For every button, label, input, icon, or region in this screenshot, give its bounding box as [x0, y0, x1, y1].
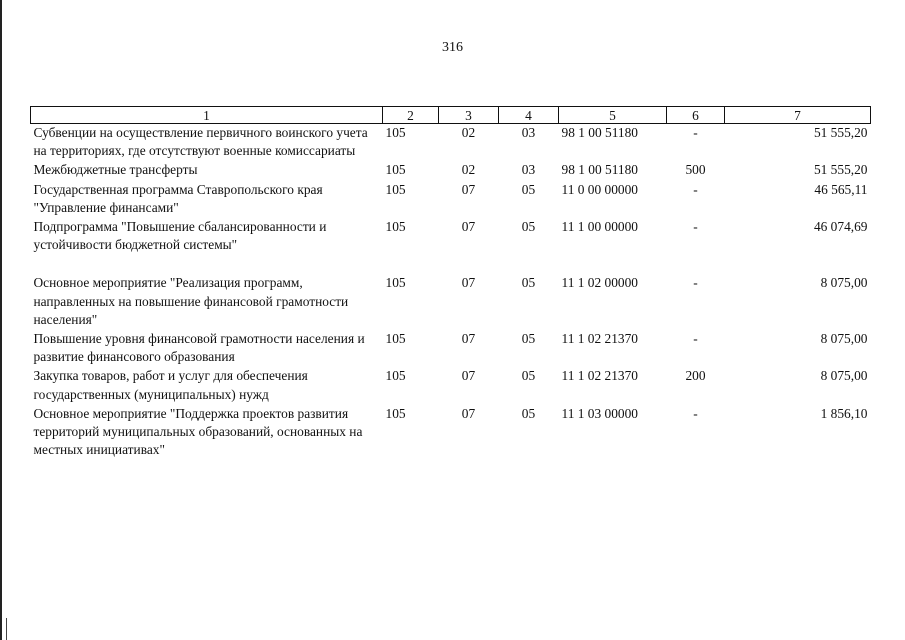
- row-subsection: 05: [521, 405, 536, 421]
- row-amount: 8 075,00: [820, 275, 868, 291]
- row-name: Основное мероприятие "Реализация программ, направленных на повышение финансовой грамотности населения": [33, 275, 349, 327]
- row-code: 105: [385, 275, 406, 291]
- column-header-2: 2: [383, 107, 439, 124]
- column-header-3: 3: [439, 107, 499, 124]
- column-header-1: 1: [31, 107, 383, 124]
- page-edge-mark: [6, 618, 7, 640]
- row-name: Подпрограмма "Повышение сбалансированности и устойчивости бюджетной системы": [33, 219, 327, 253]
- row-code: 105: [385, 162, 406, 178]
- table-row: [31, 161, 871, 180]
- row-section: 07: [461, 405, 476, 421]
- table-row: [31, 218, 871, 274]
- row-code: 105: [385, 181, 406, 197]
- row-name: Повышение уровня финансовой грамотности населения и развитие финансового образования: [33, 331, 365, 365]
- row-code: 105: [385, 331, 406, 347]
- row-section: 07: [461, 331, 476, 347]
- row-expense-type: -: [693, 275, 698, 291]
- row-target-code: 11 1 02 21370: [561, 368, 638, 384]
- row-target-code: 11 1 03 00000: [561, 405, 638, 421]
- column-header-7: 7: [725, 107, 871, 124]
- row-section: 07: [461, 219, 476, 235]
- row-subsection: 05: [521, 275, 536, 291]
- row-subsection: 05: [521, 219, 536, 235]
- row-expense-type: -: [693, 405, 698, 421]
- row-target-code: 11 1 02 00000: [561, 275, 638, 291]
- column-header-6: 6: [667, 107, 725, 124]
- row-target-code: 11 0 00 00000: [561, 181, 638, 197]
- table-row: [31, 274, 871, 330]
- row-amount: 1 856,10: [820, 405, 868, 421]
- row-amount: 8 075,00: [820, 368, 868, 384]
- table-row: [31, 405, 871, 461]
- row-expense-type: 500: [685, 162, 706, 178]
- row-target-code: 11 1 00 00000: [561, 219, 638, 235]
- row-target-code: 98 1 00 51180: [561, 125, 638, 140]
- row-subsection: 05: [521, 331, 536, 347]
- row-code: 105: [385, 405, 406, 421]
- row-subsection: 05: [521, 368, 536, 384]
- row-amount: 46 565,11: [814, 181, 868, 197]
- column-header-5: 5: [559, 107, 667, 124]
- row-subsection: 05: [521, 181, 536, 197]
- row-code: 105: [385, 219, 406, 235]
- row-expense-type: -: [693, 331, 698, 347]
- row-code: 105: [385, 125, 406, 140]
- table-row: [31, 367, 871, 404]
- table-row: [31, 124, 871, 162]
- row-target-code: 98 1 00 51180: [561, 162, 638, 178]
- row-expense-type: -: [693, 125, 698, 140]
- row-section: 07: [461, 368, 476, 384]
- table-header-row: [31, 107, 871, 124]
- budget-table: [30, 106, 871, 460]
- row-name: Межбюджетные трансферты: [33, 162, 198, 178]
- row-amount: 8 075,00: [820, 331, 868, 347]
- row-expense-type: -: [693, 219, 698, 235]
- row-code: 105: [385, 368, 406, 384]
- row-expense-type: 200: [685, 368, 706, 384]
- table-row: [31, 330, 871, 367]
- row-name: Субвенции на осуществление первичного воинского учета на территориях, где отсутствуют военные комиссариаты: [33, 125, 368, 159]
- row-amount: 51 555,20: [813, 125, 868, 140]
- row-expense-type: -: [693, 181, 698, 197]
- column-header-4: 4: [499, 107, 559, 124]
- row-amount: 51 555,20: [813, 162, 868, 178]
- row-name: Закупка товаров, работ и услуг для обеспечения государственных (муниципальных) нужд: [33, 368, 308, 402]
- row-section: 02: [461, 162, 476, 178]
- row-name: Основное мероприятие "Поддержка проектов развития территорий муниципальных образований, основанных на местных инициативах": [33, 405, 363, 458]
- table-row: [31, 181, 871, 218]
- row-section: 07: [461, 181, 476, 197]
- row-target-code: 11 1 02 21370: [561, 331, 638, 347]
- page-number: 316: [442, 40, 463, 55]
- row-subsection: 03: [521, 162, 536, 178]
- page-left-edge: [0, 0, 2, 640]
- row-name: Государственная программа Ставропольского края "Управление финансами": [33, 181, 323, 215]
- row-section: 02: [461, 125, 476, 140]
- row-subsection: 03: [521, 125, 536, 140]
- row-section: 07: [461, 275, 476, 291]
- row-amount: 46 074,69: [813, 219, 868, 235]
